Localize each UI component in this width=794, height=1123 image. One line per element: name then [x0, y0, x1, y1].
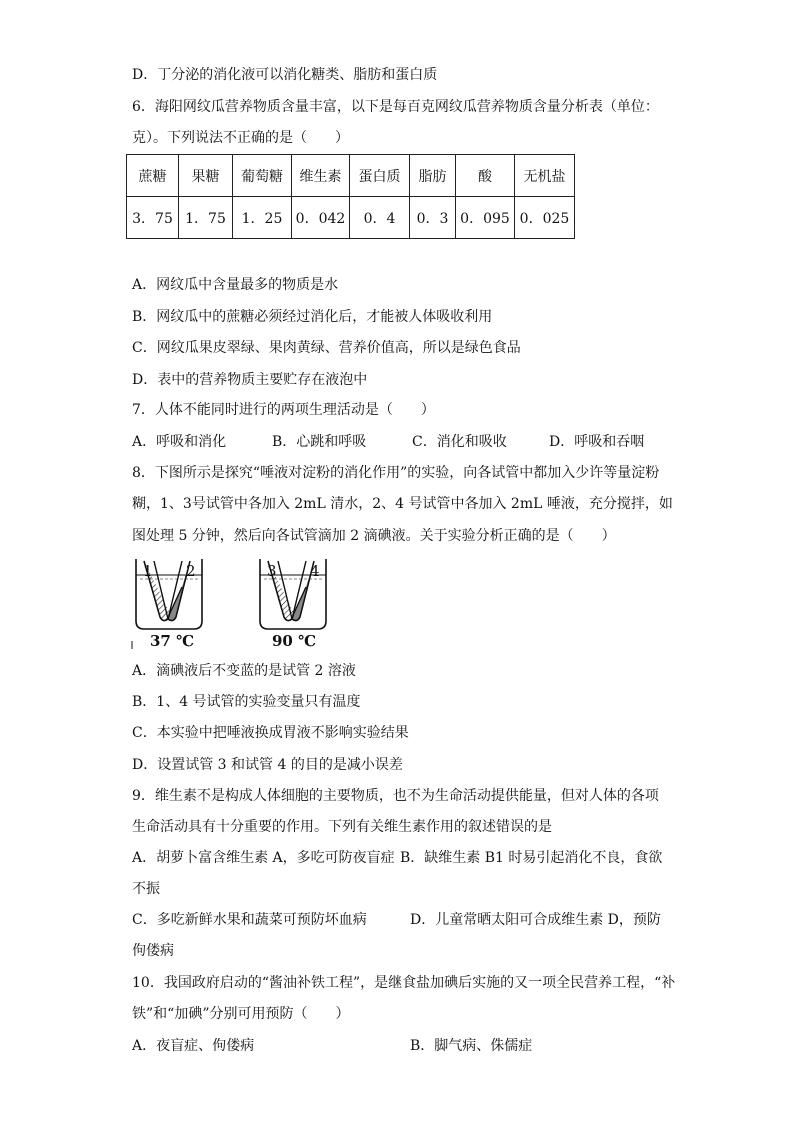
tube-label-4: 4: [310, 562, 320, 580]
tube-label-3: 3: [267, 562, 277, 580]
table-header-cell: 蛋白质: [350, 155, 410, 197]
table-header-cell: 酸: [456, 155, 515, 197]
table-value-row: [127, 197, 575, 239]
temperature-label-90: 90 ℃: [272, 632, 317, 650]
question-6-option-a: A．网纹瓜中含量最多的物质是水: [132, 277, 339, 293]
question-10-option-a: A．夜盲症、佝偻病: [132, 1038, 255, 1054]
question-6-option-c: C．网纹瓜果皮翠绿、果肉黄绿、营养价值高，所以是绿色食品: [132, 340, 521, 356]
table-header-cell: 脂肪: [410, 155, 456, 197]
table-header-cell: 维生素: [292, 155, 350, 197]
question-8-stem-1: 8．下图所示是探究“唾液对淀粉的消化作用”的实验，向各试管中都加入少许等量淀粉: [132, 465, 660, 481]
question-6-stem-2: 克）。下列说法不正确的是（ ）: [132, 130, 349, 146]
table-header-cell: 果糖: [179, 155, 233, 197]
question-6-stem-1: 6．海阳网纹瓜营养物质含量丰富，以下是每百克网纹瓜营养物质含量分析表（单位：: [132, 99, 659, 115]
table-value-cell: 0．025: [515, 197, 575, 239]
question-7-option-c: C．消化和吸收: [412, 434, 507, 450]
table-value-cell: 3．75: [127, 197, 179, 239]
question-9-option-d-cont: 佝偻病: [132, 943, 174, 959]
table-value-cell: 0．3: [410, 197, 456, 239]
question-8-option-c: C．本实验中把唾液换成胃液不影响实验结果: [132, 725, 409, 741]
question-7-stem: 7．人体不能同时进行的两项生理活动是（ ）: [132, 402, 435, 418]
table-header-cell: 葡萄糖: [233, 155, 292, 197]
test-tube-figure: [130, 553, 350, 653]
question-5-option-d: D．丁分泌的消化液可以消化糖类、脂肪和蛋白质: [132, 67, 438, 83]
question-9-stem-1: 9．维生素不是构成人体细胞的主要物质，也不为生命活动提供能量，但对人体的各项: [132, 788, 659, 804]
question-8-option-d: D．设置试管 3 和试管 4 的目的是减小误差: [132, 757, 403, 773]
tube-label-2: 2: [186, 562, 196, 580]
question-8-stem-2: 糊，1、3号试管中各加入 2mL 清水，2、4 号试管中各加入 2mL 唾液，充分搅拌，如: [132, 496, 673, 512]
question-7-option-d: D．呼吸和吞咽: [549, 434, 645, 450]
table-value-cell: 1．25: [233, 197, 292, 239]
question-7-option-a: A．呼吸和消化: [132, 434, 227, 450]
table-header-cell: 无机盐: [515, 155, 575, 197]
table-header-row: [127, 155, 575, 197]
question-8-option-b: B．1、4 号试管的实验变量只有温度: [132, 694, 361, 710]
nutrition-table: [126, 154, 575, 239]
temperature-label-37: 37 ℃: [150, 632, 195, 650]
question-10-stem-2: 铁”和“加碘”分别可用预防（ ）: [132, 1006, 350, 1022]
question-9-option-b-cont: 不振: [132, 881, 160, 897]
question-9-option-a: A．胡萝卜富含维生素 A，多吃可防夜盲症: [132, 850, 395, 866]
table-value-cell: 0．042: [292, 197, 350, 239]
question-9-option-b: B．缺维生素 B1 时易引起消化不良，食欲: [400, 850, 663, 866]
question-6-option-d: D．表中的营养物质主要贮存在液泡中: [132, 372, 368, 388]
question-6-option-b: B．网纹瓜中的蔗糖必须经过消化后，才能被人体吸收利用: [132, 309, 493, 325]
question-9-option-c: C．多吃新鲜水果和蔬菜可预防坏血病: [132, 912, 367, 928]
question-9-stem-2: 生命活动具有十分重要的作用。下列有关维生素作用的叙述错误的是: [132, 819, 552, 835]
question-9-option-d: D．儿童常晒太阳可合成维生素 D，预防: [410, 912, 661, 928]
question-7-option-b: B．心跳和呼吸: [272, 434, 367, 450]
table-value-cell: 0．095: [456, 197, 515, 239]
table-value-cell: 1．75: [179, 197, 233, 239]
table-header-cell: 蔗糖: [127, 155, 179, 197]
question-10-stem-1: 10．我国政府启动的“酱油补铁工程”，是继食盐加碘后实施的又一项全民营养工程，“补: [132, 975, 676, 991]
question-10-option-b: B．脚气病、侏儒症: [410, 1038, 533, 1054]
question-8-option-a: A．滴碘液后不变蓝的是试管 2 溶液: [132, 663, 356, 679]
table-value-cell: 0．4: [350, 197, 410, 239]
tube-label-1: 1: [143, 562, 153, 580]
question-8-stem-3: 图处理 5 分钟，然后向各试管滴加 2 滴碘液。关于实验分析正确的是（ ）: [132, 528, 616, 544]
